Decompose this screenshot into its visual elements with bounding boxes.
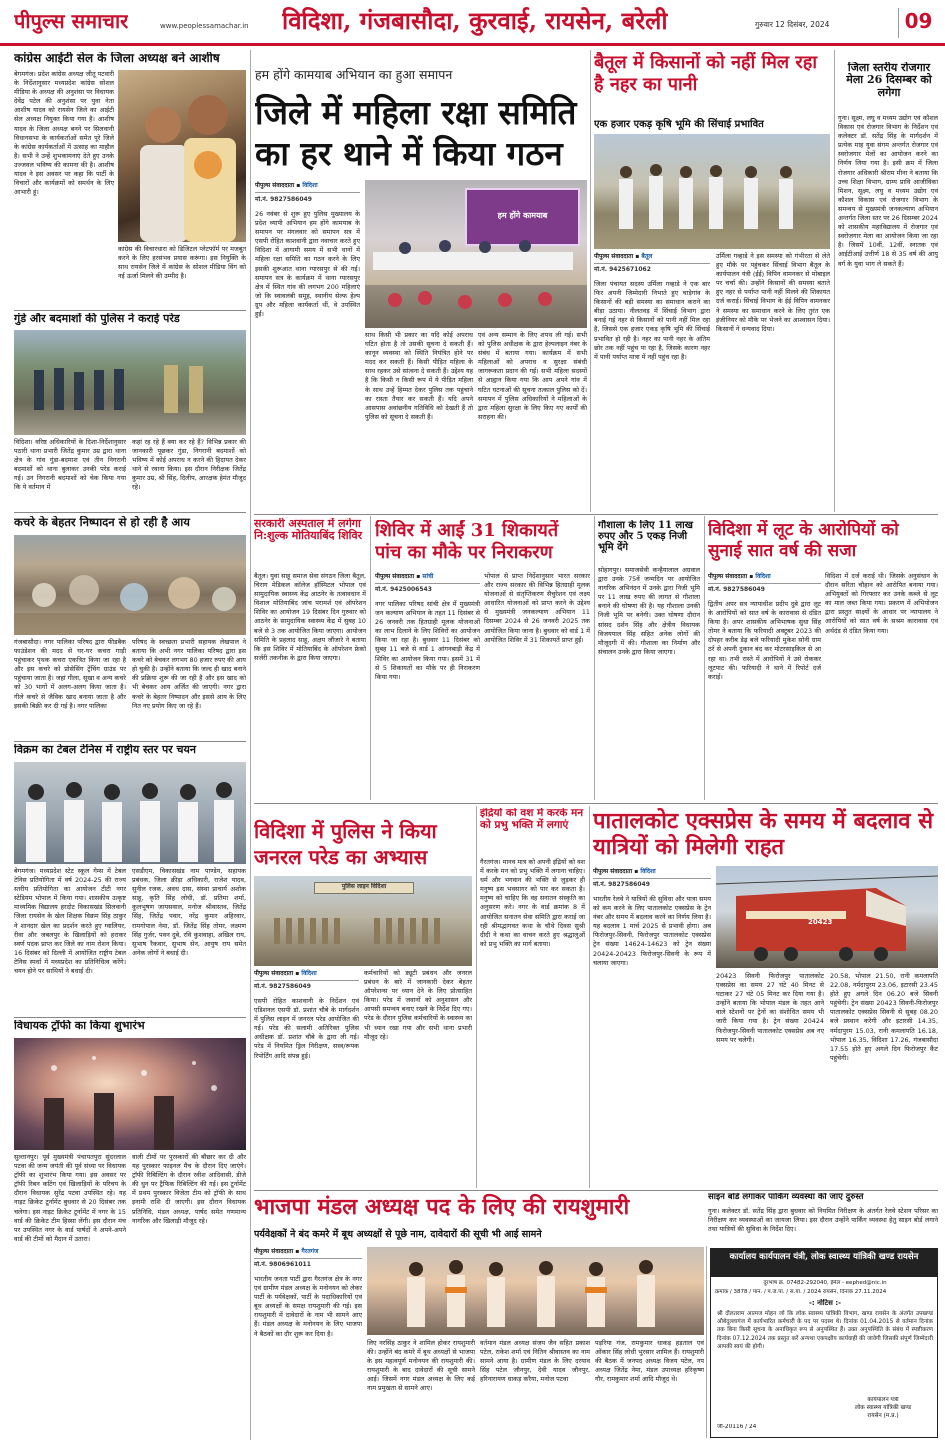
- parade-byline-name: पीपुल्स संवाददाता: [254, 970, 294, 977]
- story2-text-a: विदिशा। वरिष्ठ अधिकारियों के दिशा-निर्देशानुसार पठारी थाना प्रभारी जितेंद्र कुमार उम्र द्वारा थाना क्षेत्र के गांव गुंडा-बदमाश एवं तीन निगरानी बदमाशों को थाना बुलाकर उनकी परेड कराई गई। उन निगरानी बदमाशों को चेक किया गया कि ये वर्तमान में: [14, 438, 126, 492]
- lead-phone: मो.नं. 9827586049: [255, 196, 312, 203]
- story1-text-b: कांग्रेस की विचारधारा को डिजिटल प्लेटफॉर्म पर मजबूत करने के लिए हरसंभव प्रयास करूंगा। इस नियुक्ति के साथ रायसेन जिले में कांग्रेस के सोशल मीडिया विंग को नई ऊर्जा मिलने की उम्मीद है।: [118, 245, 246, 281]
- story4-text-b: एसडीएम, विकासखंड नाम पाण्डेय, सहायक प्रबंधक, जिला क्रीड़ा अधिकारी, राजेश यादव, सुनील रजक, अवध दास, संस्था प्राचार्य अशोक साहू, कृति सिंह लोधी, डॉ. प्रतिमा शर्मा, कुलभूषण जायसवाल, मनोज श्रीवास्तव, जितेंद्र सिंह, जितेंद्र पवार, नरेंद्र कुमार अहिरवार, रामगोपाल नेमा, डॉ. जितेंद्र सिंह तोमर, लक्ष्मण सिंह गुर्जर, पवन दुबे, रवि कुशवाहा, अखिल राय, सुभाष रैकवार, सुभाष सेन, आयुष राय समेत अनेक लोगों ने बधाई दी।: [132, 867, 246, 957]
- story5-text-a: सुल्तानपुर। पूर्व मुख्यमंत्री पंचायतपुरा सुंदरलाल पटवा की जन्म जयंती की पूर्व संध्या पर विधायक ट्रॉफी का शुभारंभ किया गया। इस अवसर पर ट्रॉफी रिबन कटिंग एवं खिलाड़ियों के परिचय के दौरान विधायक सुरेंद्र पटवा उपस्थित रहे। यह नाइट क्रिकेट टूर्नामेंट बुधवार से 20 दिसंबर तक चलेगा। इस नाइट क्रिकेट टूर्नामेंट में नगर के 15 वार्ड की क्रिकेट टीम हिस्सा लेंगी। इस दौरान मंच पर उपस्थित नगर के वार्ड पार्षदों ने अपने-अपने वार्ड की टीमों को मैदान में उतारा।: [14, 1153, 126, 1243]
- parade-phone: मो.नं. 9827586049: [254, 983, 311, 990]
- portrait-icon: [118, 70, 246, 242]
- train-icon: [716, 866, 938, 968]
- bjp-photo: [367, 1247, 704, 1335]
- betul-byline-city: बैतूल: [641, 253, 653, 260]
- betul-phone: मो.नं. 9425671062: [594, 266, 651, 273]
- parade-text-a: एसपी रोहित काशवानी के निर्देशन एवं एडिशनल एसपी डॉ. प्रशांत चौबे के मार्गदर्शन में पुलिस लाइन में जनरल परेड आयोजित की गई। परेड की सलामी अतिरिक्त पुलिस अधीक्षक डॉ. प्रशांत चौबे के द्वारा ली गई। परेड में नियमित ड्रिल निरीक्षण, सस्त्र/रूपक रिपोर्टिंग आदि संपन्न हुई।: [254, 997, 359, 1060]
- story4-text-a: बेगमगंज। मध्यप्रदेश स्टेट स्कूल गेम्स में टेबल टेनिस प्रतियोगिता में वर्ष 2024-25 की राज्य स्तरीय प्रतियोगिता का आयोजन टीटी नगर स्टेडियम भोपाल में किया गया। शासकीय उत्कृष्ट माध्यमिक विद्यालय हरदोट विकासखंड सिलवानी जिला रायसेन के खेल शिक्षक विक्रम सिंह ठाकुर ने शानदार खेल का प्रदर्शन करते हुए ग्वालियर, रीवा और जबलपुर के खिलाड़ियों को हराकर स्वर्ण पदक प्राप्त कर जिले का नाम रोशन किया। 16 दिसंबर को दिल्ली में आयोजित राष्ट्रीय टेबल टेनिस स्पर्धा में मध्यप्रदेश का प्रतिनिधित्व करेंगे। चयन होने पर साथियों ने बधाई दी।: [14, 867, 126, 976]
- parade-byline-city: विदिशा: [301, 970, 317, 977]
- story2-text-b: कहां रह रहे हैं क्या कर रहे हैं? विभिन्न प्रकार की जानकारी पूछकर गुंडा, निगरानी बदमाशों को भविष्य में कोई अपराध न करने की हिदायत देकर थाने से रवाना किया। इस दौरान निरीक्षक जितेंद्र कुमार उम्र, श्री सिंह, दिलीप, आरक्षक हेमंत मौजूद रहे।: [132, 438, 246, 492]
- bjp-byline: पीपुल्स संवाददाता ▪ गैरतगंज: [254, 1247, 362, 1259]
- loot-phone: मो.नं. 9827586049: [708, 586, 765, 593]
- patalkot-text-b: 20423 सिवनी फिरोजपुर पातालकोट एक्सप्रेस का समय 27 घंटे 40 मिनट से घटाकर 27 घंटे 05 मिनट कर दिया गया है। उन्होंने बताया कि भोपाल मंडल के तहत आने वाले स्टेशनों पर ट्रेनों का संशोधित समय भी जारी किया गया है। ट्रेन संख्या 20424 फिरोजपुर-सिवनी पातालकोट एक्सप्रेस अब नए समय पर चलेगी।: [716, 972, 824, 1044]
- betul-photo: [594, 134, 830, 249]
- loot-text-a: द्वितीय अपर सत्र न्यायाधीश प्रदीप दुबे द्वारा लूट के आरोपियों को सात वर्ष के कारावास से दंडित किया है। अपर शासकीय अभिभाषक सुधा सिंह तोमर ने बताया कि फरियादी अक्टूबर 2023 की दोपहर करीब डेढ़ बजे फरियादी मुकेश सोनी ग्राम ठर्र से अपनी दुकान बंद कर मोटरसाइकिल से आ रहा था। तभी रास्ते में आरोपियों ने उसे रोककर लूटपाट की। फरियादी ने थाने में रिपोर्ट दर्ज कराई।: [708, 600, 821, 681]
- shivir-headline: शिविर में आईं 31 शिकायतें पांच का मौके पर निराकरण: [375, 520, 559, 563]
- lead-byline: पीपुल्स संवाददाता ▪ विदिशा: [255, 181, 360, 193]
- betul-headline: बैतूल में किसानों को नहीं मिल रहा है नहर का पानी: [594, 52, 817, 95]
- masthead: [0, 0, 945, 46]
- hospital-headline: सरकारी अस्पताल में लगेगा नि:शुल्क मोतियाबिंद शिविर: [254, 518, 363, 543]
- patalkot-text-a: भारतीय रेलवे ने यात्रियों की सुविधा और यात्रा समय को कम करने के लिए पातालकोट एक्सप्रेस के ट्रेन नंबर और समय में बदलाव करने का निर्णय लिया है। यह बदलाव 1 मार्च 2025 से प्रभावी होगा। अब फिरोजपुर-सिवनी, फिरोजपुर पातालकोट एक्सप्रेस ट्रेन संख्या 14624-14623 को ट्रेन संख्या 20424-20423 फिरोजपुर-सिवनी के रूप में चलाया जाएगा।: [593, 895, 711, 967]
- betul-byline: पीपुल्स संवाददाता ▪ बैतूल: [594, 252, 710, 264]
- bjp-text-c: वर्तमान मंडल अध्यक्ष संजय जैन सहित प्रकाश पटेल, राकेश शर्मा एवं नितिन श्रीवास्तव का नाम सामने आया है। ग्रामीण मंडल के लिए दरयाव सिंह पटेल जौनपुर, देवी यादव जौनपुर, हरिनारायण धाकड़ करैया, मनोज पटवा: [480, 1339, 590, 1384]
- story5-photo: [14, 1038, 246, 1150]
- story3-text-b: परिषद के स्वच्छता प्रभारी सहायक लेखपाल ने बताया कि अभी नगर पालिका परिषद द्वारा इस कचरे को बेचकर लगभग 80 हजार रुपए की आय हो चुकी है। उन्होंने बताया कि जल्द ही खाद बनाने की प्रक्रिया शुरू की जा रही है और इस खाद को भी बेचकर आय अर्जित की जाएगी। नगर द्वारा कचरे के बेहतर निष्पादन और इससे आय के लिए नित नए प्रयोग किए जा रहे हैं।: [132, 638, 246, 710]
- patalkot-headline: पातालकोट एक्सप्रेस के समय में बदलाव से यात्रियों को मिलेगी राहत: [593, 808, 934, 861]
- notice-ref-line: क्रमांक / 3878 / पान. / प.ज.पा. / स.यां. / 2024 रायसेन, दिनांक 27.11.2024: [715, 1289, 887, 1295]
- parade-headline: विदिशा में पुलिस ने किया जनरल परेड का अभ्यास: [254, 819, 437, 869]
- notice-body: श्री दौलतराम आत्मज मोहन जो कि लोक स्वास्थ्य यांत्रिकी विभाग, खण्ड रायसेन के अंतर्गत उपखण्ड औबेदुल्लागंज में कार्यभारित कर्मचारी के पद पर पदस्थ थे। दिनांक 01.04.2015 से वर्तमान दिनांक तक बिना किसी सूचना के अनाधिकृत रूप से अनुपस्थित हैं। उक्त अनुपस्थिति के संबंध में स्पष्टीकरण दिनांक 07.12.2024 तक प्रस्तुत करें अन्यथा एकपक्षीय कार्यवाही की जावेगी जिसकी संपूर्ण जिम्मेदारी आपकी स्वयं की होगी।: [717, 1311, 933, 1350]
- loot-text-b: विदिशा में दर्ज कराई थी। जिसके अनुसंधान के दौरान सरिता चौहान को आरोपित बनाया गया। अभियुक्तों को गिरफ्तार कर उनके कब्जे से लूट का माल जब्त किया गया। प्रकरण में अभियोजन द्वारा प्रस्तुत साक्ष्यों के आधार पर न्यायालय ने आरोपियों को सात वर्ष के सश्रम कारावास एवं अर्थदंड से दंडित किया गया।: [825, 572, 938, 635]
- parade-byline: पीपुल्स संवाददाता ▪ विदिशा: [254, 969, 359, 981]
- parade-banner: पुलिस लाइन विदिशा: [314, 882, 414, 894]
- story5-text-b: वाली टीमों पर पुरस्कारों की बौछार कर दी और यह पुरस्कार फाइनल मैच के दौरान दिए जाएंगे। ट्रॉफी रिबिल्टिंग के दौरान रवीश आदिवासी, डीजे की धुन पर ट्रैफिक रिबिल्टिंग की गई। इस टूर्नामेंट में प्रथम पुरस्कार विजेता टीम को ट्रॉफी के साथ इनामी राशि दी जाएगी। इस दौरान विधायक प्रतिनिधि, मंडल अध्यक्ष, पार्षद समेत गणमान्य नागरिक और खिलाड़ी मौजूद रहे।: [132, 1153, 246, 1225]
- bjp-text-d: पड़रिया गंज, रामकुमार धाकड़ हड़ताल एवं ओंकार सिंह लोधी भुरसार शामिल हैं। रायशुमारी की बैठक में जनपद अध्यक्ष विजय पटेल, नप अध्यक्ष जितेंद्र नेमा, मंडल उपाध्यक्ष हरिकृष्ण गौर, रामकुमार शर्मा आदि मौजूद थे।: [595, 1339, 704, 1384]
- betul-text-b: उर्मिला गव्हाडे ने इस समस्या को गंभीरता से लेते हुए मौके पर पहुंचकर सिंचाई विभाग बैतूल के कार्यपालन यंत्री (ईई) विपिन वामनकर से मोबाइल पर चर्चा की। उन्होंने किसानों की समस्या बताते हुए नहर से पर्याप्त पानी नहीं मिलने की शिकायत दर्ज कराई। सिंचाई विभाग के ईई विपिन वामनकर ने समस्या का समाधान करने के लिए तुरंत एक इंजीनियर को मौके पर भेजने का आश्वासन दिया। किसानों ने धन्यवाद दिया।: [716, 252, 830, 333]
- parade-text-b: कर्मचारियों को ड्यूटी प्रबंधन और जनरल प्रबंधन के बारे में जानकारी देकर बेहतर ऑपरेशन्स पर ध्यान देने के लिए प्रोत्साहित किया। परेड में जवानों को अनुशासन और आपसी समन्वय बनाए रखने के निर्देश दिए गए। परेड के दौरान पुलिस कर्मचारियों के स्वास्थ्य का भी ध्यान रखा गया और सभी थाना प्रभारी मौजूद रहे।: [364, 969, 472, 1041]
- betul-subhead: एक हजार एकड़ कृषि भूमि की सिंचाई प्रभावित: [594, 119, 764, 130]
- bjp-byline-city: गैरतगंज: [301, 1248, 319, 1255]
- signboard-text: गुना। कलेक्टर डॉ. सतेंद्र सिंह द्वारा बुधवार को नियमित निरीक्षण के अंतर्गत रेलवे स्टेशन परिसर का निरीक्षण कर व्यवस्थाओं का जायजा लिया। इस दौरान उन्होंने पार्किंग व्यवस्था हेतु साइन बोर्ड लगाने तथा यात्रियों की सुविधा के निर्देश दिए।: [708, 1207, 938, 1234]
- story2-photo: [14, 330, 246, 435]
- bjp-phone: मो.नं. 9806961011: [254, 1261, 311, 1268]
- masthead-logo: पीपुल्स समाचार: [14, 9, 129, 33]
- hospital-text: बैतूल। युवा साहू समाज सेवा संगठन जिला बैतूल, चिराग मेडिकल कॉलेज हॉस्पिटल भोपाल एवं सामुदायिक स्वास्थ्य केंद्र आठनेर के तत्वावधान में विशाल मोतियाबिंद जांच परामर्श एवं ऑपरेशन शिविर का आयोजन 19 दिसंबर दिन गुरुवार को आठनेर के सामुदायिक स्वास्थ्य केंद्र में सुबह 10 बजे से 3 तक आयोजित किया जाएगा। आयोजन समिति के प्रहलाद साहू, अक्षय जौंजारे ने बताया कि इस शिविर में मोतियाबिंद के ऑपरेशन फ्रेको सर्जरी तकनीक के द्वारा किया जाएगा।: [254, 572, 366, 662]
- loot-headline: विदिशा में लूट के आरोपियों को सुनाई सात वर्ष की सजा: [708, 520, 899, 561]
- indriyon-headline: इंद्रियों को वश में करके मन को प्रभु भक्ति में लगाएं: [480, 808, 584, 831]
- shivir-byline-city: सांची: [422, 573, 434, 580]
- story3-headline: कचरे के बेहतर निष्पादन से हो रही है आय: [14, 516, 190, 529]
- loot-byline-name: पीपुल्स संवाददाता: [708, 573, 748, 580]
- parade-photo: [254, 876, 472, 966]
- notice-title: कार्यालय कार्यपालन यंत्री, लोक स्वास्थ्य यांत्रिकी खण्ड रायसेन: [711, 1249, 937, 1277]
- patalkot-phone: मो.नं. 9827586049: [593, 881, 650, 888]
- bjp-text-b: लिए नरसिंह ठाकुर ने शामिल होकर रायशुमारी की। उन्होंने बंद कमरे में बूथ अध्यक्षों से भाजपा के इस महत्वपूर्ण मनोनयन की रायशुमारी की। रायशुमारी के बाद दावेदारों की सूची सामने आई। जिसमें नगर मंडल अध्यक्ष के लिए कई नाम प्रमुखता से सामने आए।: [367, 1339, 475, 1393]
- notice-phone-line: दूरभाष क्र. 07482-292040, ईमेल - eephed@nic.in: [763, 1280, 887, 1286]
- gaushala-text: सोहागपुर। समाजसेवी कन्हैयालाल अग्रवाल द्वारा उनके 75वें जन्मदिन पर आयोजित नागरिक अभिनंदन में उनके द्वारा निजी भूमि पर 11 लाख रुपए की लागत से गौशाला बनाने की घोषणा की है। यह गौशाला उनकी निजी भूमि पर बनेगी। उक्त घोषणा दौरान सांसद दर्शन सिंह और क्षेत्रीय विधायक विजयपाल सिंह सहित अनेक लोगों की मौजूदगी में की। गौशाला का निर्माण और संचालन उनके द्वारा किया जाएगा।: [598, 566, 700, 656]
- lead-byline-city: विदिशा: [302, 182, 318, 189]
- rojgar-headline: जिला स्तरीय रोजगार मेला 26 दिसम्बर को लगेगा: [846, 62, 932, 99]
- bjp-headline: भाजपा मंडल अध्यक्ष पद के लिए की रायशुमारी: [254, 1194, 630, 1220]
- story1-photo: [118, 70, 246, 242]
- shivir-text-b: भोपाल से प्राप्त निर्देशानुसार भारत सरकार और राज्य सरकार की विभिन्न हितग्राही मूलक योजनाओं से संतृप्तिकरण सैचुरेशन एवं लक्ष्य आधारित योजनाओं को प्राप्त करने के उद्देश्य से मुख्यमंत्री जनकल्याण अभियान 11 दिसम्बर 2024 से 26 जनवरी 2025 तक आयोजित किया जाना है। बुधवार को वार्ड 1 में आयोजित शिविर में 31 शिकायतें प्राप्त हुईं।: [484, 572, 590, 644]
- loot-byline: पीपुल्स संवाददाता ▪ विदिशा: [708, 572, 821, 584]
- train-number: 20423: [808, 918, 833, 926]
- bjp-subhead: पर्यवेक्षकों ने बंद कमरे में बूथ अध्यक्षों से पूछे नाम, दावेदारों की सूची भी आई सामने: [254, 1229, 542, 1240]
- shivir-byline: पीपुल्स संवाददाता ▪ सांची: [375, 572, 480, 584]
- story3-text-a: गंजबासौदा। नगर पालिका परिषद द्वारा फीडबैक फाउंडेशन की मदद से घर-घर कचरा गाड़ी पहुंचाकर पृथक कचरा एकत्रित किया जा रहा है और इस कचरे को प्रोसेसिंग ट्रेंचिंग ग्राउंड पर पहुंचाया जाता है। जहां गीला, सूखा व अन्य कचरे को 30 भागों में अलग-अलग किया जाता है। गीले कचरे से जैविक खाद बनाया जाता है और इसकी बिक्री कर दी गई है। नगर पालिका: [14, 638, 126, 710]
- shivir-text-a: नगर पालिका परिषद सांची क्षेत्र में मुख्यमंत्री जन कल्याण अभियान के तहत 11 दिसंबर से 26 जनवरी तक हितग्राही मूलक योजनाओं का लाभ दिलाने के लिए शिविरों का आयोजन किया जा रहा है। बुधवार 11 दिसंबर को सुबह 11 बजे से वार्ड 1 आंगनबाड़ी केंद्र में शिविर का आयोजन किया गया। इसमें 31 में से 5 शिकायतों का मौके पर ही निराकरण किया गया।: [375, 600, 480, 681]
- bjp-text-a: भारतीय जनता पार्टी द्वारा गैरतगंज क्षेत्र के नगर एवं ग्रामीण मंडल अध्यक्ष के मनोनयन को लेकर पार्टी के पर्यवेक्षकों, पार्टी के पदाधिकारियों एवं बूथ अध्यक्षों के समक्ष रायशुमारी की गई। इस रायशुमारी में दावेदारों के नाम भी सामने आए हैं। मंडल अध्यक्ष के मनोनयन के लिए भाजपा ने बैठकों का दौर शुरू कर दिया है।: [254, 1275, 362, 1338]
- notice-code: जी-20116 / 24: [717, 1424, 757, 1430]
- patalkot-photo: [716, 866, 938, 968]
- patalkot-byline-name: पीपुल्स संवाददाता: [593, 868, 633, 875]
- patalkot-byline-city: विदिशा: [640, 868, 656, 875]
- story1-headline: कांग्रेस आईटी सेल के जिला अध्यक्ष बने आशीष: [14, 52, 220, 65]
- story3-photo: [14, 535, 246, 635]
- story4-photo: [14, 762, 246, 864]
- lead-photo: [365, 180, 587, 328]
- notice-box: [710, 1248, 938, 1438]
- page-number: 09: [898, 8, 938, 38]
- notice-label: -: नोटिस :-: [808, 1299, 842, 1307]
- loot-byline-city: विदिशा: [755, 573, 771, 580]
- story5-headline: विधायक ट्रॉफी का किया शुभारंभ: [14, 1020, 145, 1032]
- lead-text-c: एवं अन्य सम्मान के लिए शपथ ली गई। सभी को पुलिस अधीक्षक के द्वारा हेल्पलाइन नंबर के संबंध में बताया गया। कार्यक्रम में सभी महिलाओं को अपराध व सुरक्षा संबंधी जागरूकता प्रदान की गई। सभी महिला सदस्यों से आह्वान किया गया कि आप अपने गांव में घटित घटनाओं की सूचना तत्काल पुलिस को दें। समापन में पुलिस अधिकारियों ने महिलाओं के द्वारा महिला सुरक्षा के लिए किए गए कार्यों की सराहना की।: [478, 331, 587, 421]
- betul-byline-name: पीपुल्स संवाददाता: [594, 253, 634, 260]
- gaushala-headline: गौशाला के लिए 11 लाख रुपए और 5 एकड़ निजी भूमि देंगे: [598, 520, 693, 554]
- lead-stage-banner-text: हम होंगे कामयाब: [497, 211, 548, 220]
- rojgar-text: गुना। सूक्ष्म, लघु व मध्यम उद्योग एवं कौशल विकास एवं रोजगार विभाग के निर्देशन एवं कलेक्टर डॉ. सतेंद्र सिंह के मार्गदर्शन में प्रत्येक माह युवा संगम अन्तर्गत रोजगार एवं स्वरोजगार मेलों का आयोजन करने का निर्णय लिया गया है। इसी क्रम में जिला रोजगार अधिकारी श्रीराम मीना ने बताया कि उच्च शिक्षा विभाग, ग्राम्य प्रावि आजीविका मिशन, सूक्ष्म, लघु व मध्यम उद्योग एवं कौशल विकास एवं रोजगार विभाग के समन्वय से मुख्यमंत्री जनकल्याण अभियान अन्तर्गत जिला स्तर पर 26 दिसम्बर 2024 को शासकीय महाविद्यालय में रोजगार एवं स्वरोजगार मेला का आयोजन किया जा रहा है। जिसमें 10वीं, 12वीं, स्नातक एवं आईटीआई उत्तीर्ण 18 से 35 वर्ष की आयु वर्ग के युवा भाग ले सकते हैं।: [838, 114, 938, 268]
- masthead-date: गुरुवार 12 दिसंबर, 2024: [755, 20, 830, 29]
- notice-sign: कार्यपालन यंत्री लोक स्वास्थ्य यांत्रिकी खण्ड रायसेन (म.प्र.): [854, 1397, 912, 1419]
- lead-byline-name: पीपुल्स संवाददाता: [255, 182, 295, 189]
- bjp-byline-name: पीपुल्स संवाददाता: [254, 1248, 294, 1255]
- patalkot-byline: पीपुल्स संवाददाता ▪ विदिशा: [593, 867, 711, 879]
- patalkot-text-c: 20.58, भोपाल 21.50, रानी कमलापति 22.08, नर्मदापुरम 23.06, इटारसी 23.45 होते हुए अगले दिन 06.20 बजे सिवनी पहुंचेगी। ट्रेन संख्या 20423 सिवनी-फिरोजपुर पातालकोट एक्सप्रेस सिवनी से सुबह 08.20 बजे प्रस्थान करेगी और इटारसी 14.35, नर्मदापुरम 15.03, रानी कमलापति 16.18, भोपाल 16.35, विदिशा 17.26, गंजबासौदा 17.55 होते हुए अगले दिन फिरोजपुर कैंट पहुंचेगी।: [830, 972, 938, 1062]
- indriyon-text: गैरतगंज। मानव मात्र को अपनी इंद्रियों को वश में करके मन को प्रभु भक्ति में लगाना चाहिए। धर्म और भगवान की भक्ति से जुड़कर ही मनुष्य इस भवसागर को पार कर सकता है। मनुष्य को चाहिए कि वह सनातन संस्कृति का अनुसरण करे। नगर के वार्ड क्रमांक 8 में आयोजित सनातन सेवा समिति द्वारा कराई जा रही श्रीमद्भागवत कथा के चौथे दिवस सुश्री दीदी ने कथा का वाचन करते हुए श्रद्धालुओं को प्रभु भक्ति का मार्ग बताया।: [480, 858, 585, 948]
- story4-headline: विक्रम का टेबल टेनिस में राष्ट्रीय स्तर पर चयन: [14, 744, 196, 756]
- betul-text-a: जिला पंचायत सदस्य उर्मिला गव्हाडे ने एक बार फिर अपनी जिम्मेदारी निभाते हुए चाड़ेगांव के किसानों की बड़ी समस्या का समाधान कराने का बीड़ा उठाया। नीलतवड़ में सिंचाई विभाग द्वारा बनाई गई नहर से किसानों को पानी नहीं मिल रहा है, जिससे एक हजार एकड़ कृषि भूमि की सिंचाई प्रभावित हो रही है। नहर का पानी नहर के अंतिम छोर तक नहीं पहुंच पा रहा है, जिसके कारण नहर में पानी पर्याप्त मात्रा में नहीं पहुंच रहा है।: [594, 280, 710, 361]
- shivir-phone: मो.नं. 9425006543: [375, 586, 432, 593]
- lead-kicker: हम होंगे कामयाब अभियान का हुआ समापन: [255, 67, 453, 82]
- story1-text-a: बेगमगंज। प्रदेश कांग्रेस अध्यक्ष जीतू पटवारी के निर्देशानुसार मध्यप्रदेश कांग्रेस सोशल मीडिया के अध्यक्ष की अनुशंसा पर विधायक देवेंद्र पटेल की अनुशंसा पर युवा नेता आशीष यादव को रायसेन जिले का आईटी सेल अध्यक्ष नियुक्त किया गया है। आशीष यादव के जिला अध्यक्ष बनने पर सिलवानी विधानसभा के कार्यकर्ताओं समेत पूरे जिले के कांग्रेस कार्यकर्ताओं में उत्साह का माहौल है। सभी ने उन्हें शुभकामनाएं देते हुए उनके उज्जवल भविष्य की कामना की है। आशीष यादव ने इस अवसर पर कहा कि पार्टी के विचारों और कार्यक्रमों को समर्थन के लिए आभारी हूं।: [14, 70, 114, 197]
- lead-text-b: साथ किसी भी प्रकार का यदि कोई अपराध घटित होता है तो उसकी सूचना दे सकती हैं। कानून व्यवस्था को स्थिति नियंत्रित होने पर मदद कर सकती हैं। किसी पीड़ित महिला के साथ रहकर उसे सांत्वना दे सकती हैं। उद्देश्य यह है कि किसी न किसी रूप में ये पीड़ित महिला के साथ उन्हें हिम्मत देकर पुलिस तक पहुंचाने का रास्ता तैयार कर सकती हैं। यदि अपने आसपास अवांछनीय गतिविधि को देखती हैं तो पुलिस को सूचना दे सकती हैं।: [365, 331, 473, 421]
- shivir-byline-name: पीपुल्स संवाददाता: [375, 573, 415, 580]
- masthead-cities: विदिशा, गंजबासौदा, कुरवाई, रायसेन, बरेली: [282, 6, 668, 35]
- lead-headline: जिले में महिला रक्षा समिति का हर थाने में किया गठन: [255, 93, 577, 174]
- masthead-website[interactable]: www.peoplessamachar.in: [160, 22, 249, 30]
- story2-headline: गुंडे और बदमाशों की पुलिस ने कराई परेड: [14, 313, 180, 325]
- lead-text-a: 26 नवंबर से शुरू हुए पुलिस मुख्यालय के प्रदेश व्यापी अभियान हम होंगे कामयाब के समापन पर मंगलवार को समापन सत्र में एसपी रोहित काशवानी द्वारा नवाचार करते हुए विदिशा में आगामी समय में सभी थानों में महिला रक्षा समिति का गठन करने के लिए इसकी शुरूआत थाना ग्यारसपुर से की गई। समापन सत्र के कार्यक्रम में थाना ग्यारसपुर क्षेत्र में स्थित गांव की लगभग 200 महिलाएं जो कि स्वावलंबी समूह, स्थानीय सेल्फ हेल्प ग्रुप और महिला कार्यकर्ता थीं, वे उपस्थित हुईं।: [255, 210, 360, 319]
- signboard-headline: साइन बोर्ड लगाकर पार्किंग व्यवस्था की जाए दुरुस्त: [708, 1193, 864, 1202]
